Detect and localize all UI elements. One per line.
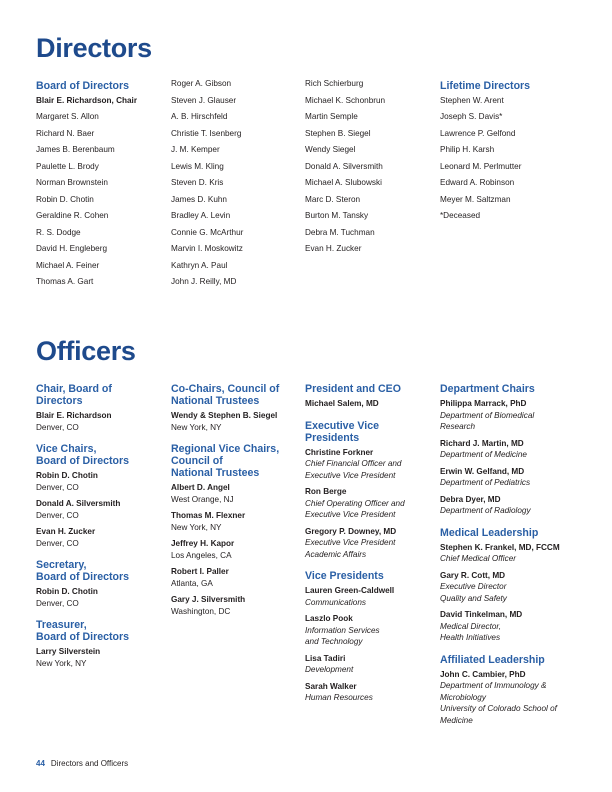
- director-name: Lewis M. Kling: [171, 161, 224, 171]
- officer-group: [36, 383, 166, 433]
- officer-name: Sarah Walker: [305, 681, 357, 691]
- officer-title: and Technology: [305, 637, 363, 646]
- officer-group-heading-line: National Trustees: [171, 467, 260, 479]
- director-name: Edward A. Robinson: [440, 178, 515, 187]
- officer-name: Debra Dyer, MD: [440, 494, 501, 504]
- officer-name: Blair E. Richardson: [36, 411, 112, 420]
- officer-entry: [440, 570, 570, 605]
- officer-entry: [36, 410, 166, 433]
- officer-name: Thomas M. Flexner: [171, 511, 246, 520]
- officer-group: [440, 527, 570, 644]
- director-name: Steven J. Glauser: [171, 95, 237, 105]
- directors-column: [36, 80, 166, 295]
- director-name: Norman Brownstein: [36, 178, 108, 187]
- officer-entry: [440, 542, 570, 565]
- officer-group-heading-line: Regional Vice Chairs,: [171, 443, 280, 455]
- director-name: Marc D. Steron: [305, 194, 361, 204]
- director-name: Paulette L. Brody: [36, 161, 99, 171]
- officer-group-heading-line: Board of Directors: [36, 455, 130, 467]
- director-name: Michael A. Slubowski: [305, 178, 382, 187]
- officer-entry: [36, 526, 166, 549]
- officer-group: [305, 570, 435, 704]
- officer-name: Stephen K. Frankel, MD, FCCM: [440, 542, 560, 552]
- officer-location: West Orange, NJ: [171, 494, 234, 504]
- officer-group-heading-line: Medical Leadership: [440, 526, 539, 539]
- officer-title: Chief Medical Officer: [440, 554, 516, 563]
- officer-group-heading-line: Affiliated Leadership: [440, 653, 545, 666]
- officer-title: Development: [305, 665, 354, 674]
- officer-title: Health Initiatives: [440, 633, 501, 642]
- director-name: Kathryn A. Paul: [171, 260, 228, 270]
- director-name: Robin D. Chotin: [36, 194, 94, 204]
- director-name: J. M. Kemper: [171, 145, 220, 154]
- officer-location: Denver, CO: [36, 538, 79, 548]
- officer-title: Chief Financial Officer and: [305, 459, 402, 468]
- officer-group: [36, 443, 166, 549]
- director-name: Margaret S. Allon: [36, 112, 99, 121]
- officer-group-heading-line: Vice Chairs,: [36, 443, 97, 455]
- officer-location: Denver, CO: [36, 422, 79, 432]
- officer-name: John C. Cambier, PhD: [440, 669, 526, 679]
- director-name: Meyer M. Saltzman: [440, 194, 511, 204]
- officer-group: [36, 619, 166, 669]
- officer-entry: [305, 681, 435, 704]
- officer-group: [305, 420, 435, 561]
- officer-title: Chief Operating Officer and: [305, 498, 405, 508]
- officer-name: Christine Forkner: [305, 447, 374, 457]
- officer-group-heading-line: Treasurer,: [36, 619, 87, 631]
- officer-entry: [36, 498, 166, 521]
- director-name: Leonard M. Perlmutter: [440, 161, 522, 171]
- directors-column: [305, 80, 435, 262]
- director-name: Connie G. McArthur: [171, 227, 244, 237]
- officer-entry: [171, 594, 301, 617]
- officer-group: [440, 654, 570, 727]
- officer-name: Robert I. Paller: [171, 567, 229, 576]
- officer-title: Microbiology: [440, 692, 486, 702]
- director-name: James B. Berenbaum: [36, 145, 115, 154]
- officer-location: Denver, CO: [36, 510, 79, 520]
- directors-column: [440, 80, 570, 229]
- officer-title: Communications: [305, 597, 366, 607]
- officer-location: New York, NY: [36, 658, 87, 668]
- officer-group-heading: [305, 570, 435, 582]
- officer-name: Laszlo Pook: [305, 614, 353, 623]
- director-name: Burton M. Tansky: [305, 211, 369, 220]
- director-name: Marvin I. Moskowitz: [171, 244, 243, 253]
- officer-name: Philippa Marrack, PhD: [440, 399, 527, 408]
- officer-name: Lauren Green-Caldwell: [305, 586, 395, 595]
- officer-group-heading-line: Board of Directors: [36, 631, 130, 643]
- officer-title: Department of Radiology: [440, 506, 531, 515]
- officer-name: Donald A. Silversmith: [36, 499, 121, 508]
- officer-group: [171, 383, 301, 433]
- director-name: A. B. Hirschfeld: [171, 112, 228, 121]
- director-name: Steven D. Kris: [171, 178, 224, 187]
- officer-group-heading-line: Directors: [36, 395, 83, 407]
- officer-title: Department of Medicine: [440, 450, 527, 459]
- officer-location: Los Angeles, CA: [171, 550, 232, 560]
- director-name: John J. Reilly, MD: [171, 277, 237, 286]
- officer-location: Washington, DC: [171, 606, 231, 616]
- officer-entry: [305, 398, 435, 410]
- director-name: Lawrence P. Gelfond: [440, 128, 516, 138]
- director-name: David H. Engleberg: [36, 244, 107, 253]
- officer-location: New York, NY: [171, 422, 222, 432]
- director-name: Michael A. Feiner: [36, 260, 100, 270]
- officer-group-heading-line: National Trustees: [171, 395, 260, 407]
- officer-title: Department of Pediatrics: [440, 478, 531, 487]
- director-name: Stephen B. Siegel: [305, 128, 371, 138]
- director-name: Wendy Siegel: [305, 145, 356, 154]
- officer-name: David Tinkelman, MD: [440, 610, 523, 619]
- officer-title: Quality and Safety: [440, 593, 507, 603]
- officer-name: Gary J. Silversmith: [171, 595, 246, 604]
- officer-group-heading-line: Board of Directors: [36, 571, 130, 583]
- officer-entry: [171, 482, 301, 505]
- officer-title: Medical Director,: [440, 621, 501, 631]
- officer-entry: [305, 526, 435, 561]
- officer-title: Executive Vice President: [305, 470, 396, 480]
- officer-location: Denver, CO: [36, 482, 79, 492]
- officer-name: Michael Salem, MD: [305, 399, 379, 408]
- footer-section-label: Directors and Officers: [50, 759, 129, 768]
- officer-entry: [440, 669, 570, 727]
- officers-column: [171, 383, 301, 627]
- officer-title: Information Services: [305, 625, 380, 635]
- officer-entry: [440, 398, 570, 433]
- officer-group-heading: [305, 420, 435, 444]
- officer-group: [36, 559, 166, 609]
- officer-group: [305, 383, 435, 410]
- officers-column: [440, 383, 570, 736]
- officer-group-heading: [305, 383, 435, 395]
- officer-group-heading: [171, 383, 301, 407]
- officer-entry: [440, 494, 570, 517]
- officer-entry: [171, 410, 301, 433]
- officer-group: [440, 383, 570, 517]
- officer-name: Ron Berge: [305, 487, 347, 496]
- officer-title: Department of Biomedical: [440, 410, 535, 420]
- director-name: Philip H. Karsh: [440, 145, 495, 154]
- officer-group-heading-line: Executive Vice: [305, 419, 380, 432]
- officer-entry: [171, 566, 301, 589]
- director-name: Christie T. Isenberg: [171, 128, 242, 138]
- directors-subheading: Board of Directors: [36, 80, 130, 92]
- officer-group-heading-line: Presidents: [305, 431, 360, 444]
- officer-title: Academic Affairs: [305, 549, 367, 559]
- director-name: Rich Schierburg: [305, 79, 364, 88]
- officer-name: Robin D. Chotin: [36, 587, 98, 596]
- officers-column: [305, 383, 435, 714]
- director-name: Joseph S. Davis*: [440, 112, 503, 121]
- officer-entry: [36, 470, 166, 493]
- officer-title: Medicine: [440, 715, 473, 725]
- officer-entry: [440, 466, 570, 489]
- director-name: Thomas A. Gart: [36, 277, 94, 286]
- officer-name: Wendy & Stephen B. Siegel: [171, 411, 278, 420]
- officer-location: Atlanta, GA: [171, 578, 213, 588]
- officer-group-heading: [36, 559, 166, 583]
- directors-title: Directors: [36, 33, 152, 63]
- officer-entry: [305, 653, 435, 676]
- officer-entry: [171, 510, 301, 533]
- officer-title: Research: [440, 422, 476, 431]
- officers-column: [36, 383, 166, 679]
- officer-title: Executive Vice President: [305, 538, 396, 547]
- officer-title: Human Resources: [305, 693, 373, 702]
- officer-entry: [440, 438, 570, 461]
- officer-title: Department of Immunology &: [440, 681, 547, 690]
- director-name: James D. Kuhn: [171, 194, 227, 204]
- officer-title: Executive Vice President: [305, 510, 396, 519]
- director-name: Michael K. Schonbrun: [305, 95, 386, 105]
- officer-name: Albert D. Angel: [171, 483, 230, 492]
- officer-group-heading-line: Vice Presidents: [305, 570, 384, 582]
- officer-name: Lisa Tadiri: [305, 653, 346, 663]
- officer-group-heading-line: Secretary,: [36, 559, 87, 571]
- officer-entry: [440, 609, 570, 644]
- officer-title: University of Colorado School of: [440, 704, 557, 713]
- page-footer: [36, 759, 128, 768]
- officer-name: Erwin W. Gelfand, MD: [440, 466, 525, 476]
- officer-group-heading-line: Co-Chairs, Council of: [171, 383, 280, 395]
- officer-name: Evan H. Zucker: [36, 527, 96, 536]
- officer-title: Executive Director: [440, 582, 507, 591]
- director-name: *Deceased: [440, 211, 481, 220]
- director-name: Stephen W. Arent: [440, 95, 504, 105]
- officer-group-heading: [440, 527, 570, 539]
- officer-entry: [305, 585, 435, 608]
- directors-subheading: Lifetime Directors: [440, 80, 531, 92]
- officer-group-heading: [36, 619, 166, 643]
- officer-entry: [305, 613, 435, 648]
- director-name: Richard N. Baer: [36, 128, 95, 138]
- director-name: Debra M. Tuchman: [305, 227, 375, 237]
- director-name: Evan H. Zucker: [305, 244, 362, 253]
- officer-name: Gary R. Cott, MD: [440, 570, 506, 580]
- officer-name: Richard J. Martin, MD: [440, 438, 524, 448]
- officers-title: Officers: [36, 336, 136, 366]
- officer-entry: [305, 486, 435, 521]
- officer-location: New York, NY: [171, 522, 222, 532]
- officer-group-heading: [36, 383, 166, 407]
- officer-name: Jeffrey H. Kapor: [171, 539, 235, 548]
- officer-group-heading: [440, 654, 570, 666]
- officer-location: Denver, CO: [36, 598, 79, 608]
- director-name: Bradley A. Levin: [171, 211, 231, 220]
- director-name: Geraldine R. Cohen: [36, 211, 109, 220]
- officer-group-heading: [36, 443, 166, 467]
- director-name: Martin Semple: [305, 112, 358, 121]
- director-name: Roger A. Gibson: [171, 79, 232, 88]
- officer-group-heading-line: Council of: [171, 455, 223, 467]
- officer-group-heading: [440, 383, 570, 395]
- directors-column: [171, 80, 301, 295]
- officer-name: Robin D. Chotin: [36, 471, 98, 480]
- officer-group-heading-line: President and CEO: [305, 383, 401, 395]
- officer-name: Gregory P. Downey, MD: [305, 526, 397, 536]
- director-name: R. S. Dodge: [36, 227, 81, 237]
- officer-group-heading-line: Department Chairs: [440, 383, 535, 395]
- officer-group: [171, 443, 301, 617]
- officer-entry: [305, 447, 435, 482]
- officer-group-heading-line: Chair, Board of: [36, 383, 112, 395]
- officer-entry: [36, 646, 166, 669]
- director-name: Blair E. Richardson, Chair: [36, 95, 138, 105]
- officer-group-heading: [171, 443, 301, 479]
- officer-name: Larry Silverstein: [36, 647, 101, 656]
- page-number: 44: [36, 759, 45, 768]
- officer-entry: [36, 586, 166, 609]
- director-name: Donald A. Silversmith: [305, 161, 383, 171]
- officer-entry: [171, 538, 301, 561]
